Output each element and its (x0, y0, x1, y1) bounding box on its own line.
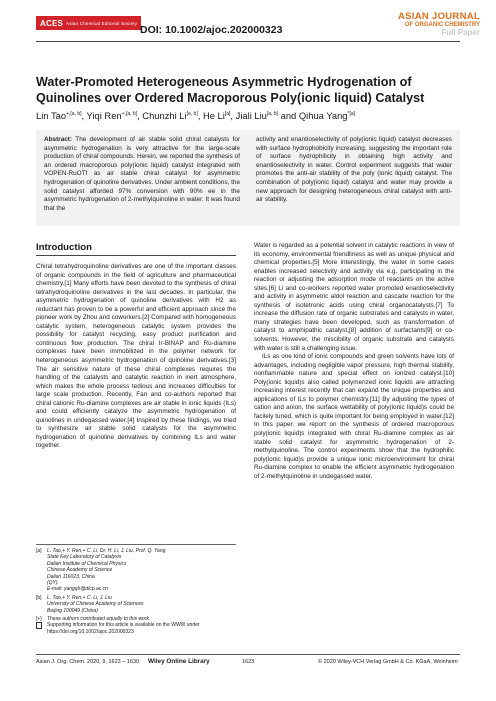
article-type-label: Full Paper (441, 27, 480, 37)
abstract-box (36, 130, 460, 226)
footer-copyright: © 2020 Wiley-VCH Verlag GmbH & Co. KGaA, Weinheim (318, 659, 458, 665)
wiley-online-library-link[interactable]: Wiley Online Library (148, 658, 210, 665)
equal-contribution-text: These authors contributed equally to this work. (47, 616, 151, 623)
footnote-mark: [a] (36, 548, 42, 554)
page-header (0, 0, 496, 52)
footnote-line: State Key Laboratory of Catalysis (47, 554, 122, 561)
abstract-text-left: The development of air stable solid chiral catalysts for asymmetric hydrogenation is very attractive for the large-scale production of chiral compounds. Herein, we reported the synthesis of an ordered macroporous poly(ionic liquid) catalyst integrated with VOPEN-RuOTf as air stable chiral catalyst for asymmetric hydrogenation of quinoline derivatives. Under ambient conditions, the solid catalyst afforded 97% conversion with 90% ee in the asymmetric hydrogenation of 2-methylquinoline in water. It was found that the (44, 136, 240, 212)
footnote-line: Dalian 116023, China (47, 573, 95, 580)
affiliation-a (36, 548, 241, 593)
affiliation-a-text (47, 548, 241, 593)
author-name: Yiqi Ren (86, 110, 122, 122)
author-affiliation-mark: [a, b] (186, 111, 198, 117)
footnote-rule (36, 544, 236, 545)
publisher-logo-text: ACES (40, 18, 64, 28)
body-paragraph: Chiral tetrahydroquinoline derivatives are one of the important classes of organic compounds in the field of agriculture and pharmaceutical chemistry.[1] Many efforts have been devoted to the synthesis of chiral tetrahydroquinoline derivatives in the last decades. In particular, the asymmetric hydrogenation of quinoline derivatives with H2 as reductant has proven to be a powerful and efficient approach since the pioneer work by Zhou and coworkers.[2] Compared with homogeneous catalytic system, heterogeneous catalytic system provides the possibility for catalyst recycling, easy product purification and continuous flow production. The chiral Ir-BINAP and Ru-diamine complexes have been immobilized in the polymer network for heterogeneous asymmetric hydrogenation of quinoline derivatives.[3] The air sensitive nature of these chiral complexes requires the handling of the catalysts and catalytic reaction in inert atmosphere, which makes the whole process tedious and increases difficulties for large scale production. Recently, Fan and co-authors reported that chiral cationic Ru-diamine complexes are air stable in ionic liquids (ILs) and could efficiently catalyze the asymmetric hydrogenation of quinolines in undegassed water.[4] Inspired by these findings, we tried to synthesize air stable solid catalysts for the asymmetric hydrogenation of quinoline derivatives by combining ILs and water together. (36, 263, 236, 450)
footnote-line: L. Tao,+ Y. Ren,+ C. Li, J. Liu (47, 594, 112, 601)
body-paragraph: Water is regarded as a potential solvent in catalytic reactions in view of its economy, environmental friendliness as well as unique physical and chemical properties.[5] More interestingly, the water in some cases enables increased selectivity and activity via e.g. participating in the reaction or adjusting the adsorption mode of reactants on the active sites.[6] Li and co-workers reported water promoted enantioselectivity and activity in asymmetric aldol reaction and cascade reaction for the synthesis of isotetronic acids using chiral organocatalysts.[7] To increase the diffusion rate of organic substrates and catalysts in water, many strategies have been developed, such as transformation of catalyst to amphipathic catalyst,[8] addition of surfactants[9] or co-solvents. However, the miscibility of organic substrate and catalysts with water is still a challenging issue. (254, 242, 454, 352)
footnote-line: Dalian Institute of Chemical Physics (47, 560, 127, 567)
supporting-info-text[interactable]: Supporting information for this article is available on the WWW under https://doi.org/10.1002/ajoc.202000323 (47, 622, 200, 635)
supporting-info-icon (36, 622, 47, 635)
affiliation-b-text (47, 595, 241, 614)
footer-citation: Asian J. Org. Chem. 2020, 9, 1623 – 1630 (36, 659, 140, 665)
doi-text[interactable]: DOI: 10.1002/ajoc.202000323 (140, 24, 283, 36)
footnote-mark: [+] (36, 616, 42, 623)
footnote-line: Beijing 100049 (China) (47, 607, 98, 614)
author-affiliation-mark: [a, b] (266, 111, 279, 117)
author-name: He Li (202, 110, 225, 122)
body-right-column (254, 242, 454, 481)
abstract-right-column: activity and enantioselectivity of poly(ionic liquid) catalyst decreases with surface hydrophobicity increasing, suggesting the important role of surface hydrophilicity in obtaining high activity and enantioselectivity in water. Control experiment suggests that water promotes the anti-air stability of the poly (ionic liquid) catalyst. The combination of poly(ionic liquid) catalyst and water may provide a new approach for designing heterogeneous chiral catalyst with anti-air stability. (256, 136, 452, 204)
page-number: 1623 (242, 659, 255, 665)
footer-rule (36, 654, 460, 655)
author-name: Lin Tao (36, 110, 67, 122)
footnote-line: E-mail: yangqh@dicp.ac.cn (47, 586, 108, 593)
affiliation-b (36, 595, 241, 614)
footnote-line: Chinese Academy of Science (47, 567, 113, 574)
journal-logo-line2: OF ORGANIC CHEMISTRY (404, 21, 480, 28)
abstract-label: Abstract: (44, 136, 73, 143)
section-heading-rule (36, 255, 236, 256)
body-left-column (36, 263, 236, 451)
author-list: Lin Tao$^{+,[a, b]}$, Yiqi Ren$^{+,[a, b]}$, Chunzhi Li[a, b], He Li[a], Jiali Liu[a, b] and Qihua Yang$^{*[a]}$ (36, 110, 356, 122)
header-rule (36, 41, 460, 42)
abstract-left-column (44, 136, 240, 213)
affiliations-footnotes (36, 548, 241, 635)
article-title: Water-Promoted Heterogeneous Asymmetric Hydrogenation of Quinolines over Ordered Macroporous Poly(ionic liquid) Catalyst (36, 75, 425, 105)
journal-logo-line1: ASIAN JOURNAL (397, 11, 480, 22)
author-affiliation-mark: +,[a, b] (66, 111, 82, 117)
author-affiliation-mark: [a] (224, 111, 231, 117)
footnote-line: University of Chinese Academy of Sciences (47, 601, 144, 608)
author-affiliation-mark: *[a] (347, 111, 356, 117)
author-name: Chunzhi Li (142, 110, 187, 122)
author-name: Qihua Yang (298, 110, 348, 122)
publisher-logo (36, 16, 141, 30)
journal-logo (398, 12, 480, 37)
author-name: Jiali Liu (235, 110, 267, 122)
supporting-info-note (36, 622, 241, 635)
section-heading-introduction: Introduction (36, 242, 92, 253)
publisher-logo-subtext: Asian Chemical Editorial Society (66, 20, 138, 26)
body-paragraph: ILs as one kind of ionic compounds and green solvents have lots of advantages, including negligible vapor pressure, high thermal stability, nonflammable nature and special effect on ionized catalyst.[10] Poly(ionic liquid)s also called polymerized ionic liquids are attracting increasing interest recently that can expand the unique properties and applications of ILs to polymer chemistry.[11] By adjusting the types of cation and anion, the surface wettability of poly(ionic liquid)s could be facilely tuned, which is quite important for being employed in water.[12] In this paper, we report on the synthesis of ordered macroporous poly(ionic liquid)s integrated with chiral Ru-diamine complex as air stable solid catalyst for asymmetric hydrogenation of 2-methylquinoline. The control experiments show that the hydrophilic poly(ionic liquid)s provide a unique ionic microenvironment for chiral Ru-diamine complex to enable the efficient asymmetric hydrogenation of 2-methylquinoline in undegassed water. (254, 353, 454, 480)
footnote-line: L. Tao,+ Y. Ren,+ C. Li, Dr. H. Li, J. Liu, Prof. Q. Yang (47, 548, 166, 554)
footnote-mark: [b] (36, 594, 42, 601)
footnote-line: (QY) (47, 580, 58, 587)
author-affiliation-mark: +,[a, b] (121, 111, 138, 117)
